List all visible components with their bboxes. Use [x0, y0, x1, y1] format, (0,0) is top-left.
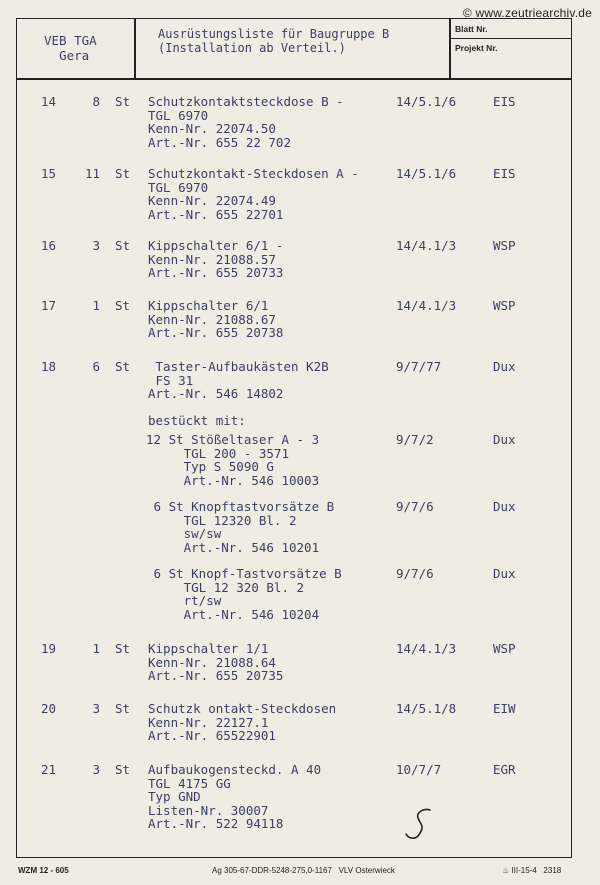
- header-divider-mid: [449, 38, 572, 39]
- item-unit: St: [115, 359, 131, 374]
- item-quantity: 1: [92, 641, 100, 656]
- item-supplier: EGR: [493, 762, 516, 777]
- item-reference: 9/7/6: [396, 566, 434, 581]
- document-title: Ausrüstungsliste für Baugruppe B (Installation ab Verteil.): [158, 27, 390, 55]
- item-supplier: EIS: [493, 166, 516, 181]
- item-reference: 14/5.1/6: [396, 94, 457, 109]
- item-description: Aufbaukogensteckd. A 40 TGL 4175 GG Typ GND Listen-Nr. 30007 Art.-Nr. 522 94118: [148, 762, 322, 831]
- item-description: Kippschalter 6/1 Kenn-Nr. 21088.67 Art.-Nr. 655 20738: [148, 298, 284, 340]
- item-unit: St: [115, 298, 131, 313]
- item-supplier: WSP: [493, 641, 516, 656]
- item-supplier: Dux: [493, 499, 516, 514]
- item-quantity: 1: [92, 298, 100, 313]
- print-info: Ag 305-67-DDR-5248-275,0-1167 VLV Osterwieck: [212, 866, 395, 875]
- project-number-label: Projekt Nr.: [455, 43, 498, 53]
- item-reference: 10/7/7: [396, 762, 442, 777]
- watermark-text: © www.zeutriearchiv.de: [462, 6, 592, 20]
- item-supplier: Dux: [493, 359, 516, 374]
- item-reference: 9/7/77: [396, 359, 442, 374]
- item-position: 17: [41, 298, 57, 313]
- item-unit: St: [115, 701, 131, 716]
- item-description: 12 St Stößeltaser A - 3 TGL 200 - 3571 Typ S 5090 G Art.-Nr. 546 10003: [146, 432, 320, 488]
- item-description: Taster-Aufbaukästen K2B FS 31 Art.-Nr. 546 14802 bestückt mit:: [148, 359, 329, 428]
- item-supplier: Dux: [493, 566, 516, 581]
- header-divider-bottom: [16, 78, 572, 80]
- item-unit: St: [115, 94, 131, 109]
- item-reference: 14/4.1/3: [396, 238, 457, 253]
- item-description: Kippschalter 6/1 - Kenn-Nr. 21088.57 Art.-Nr. 655 20733: [148, 238, 284, 280]
- item-supplier: WSP: [493, 238, 516, 253]
- sheet-number-label: Blatt Nr.: [455, 24, 488, 34]
- item-description: Kippschalter 1/1 Kenn-Nr. 21088.64 Art.-Nr. 655 20735: [148, 641, 284, 683]
- header-divider-left: [134, 18, 136, 78]
- item-quantity: 6: [92, 359, 100, 374]
- form-code: WZM 12 - 605: [18, 866, 69, 875]
- item-position: 14: [41, 94, 57, 109]
- item-position: 21: [41, 762, 57, 777]
- item-supplier: Dux: [493, 432, 516, 447]
- item-reference: 14/4.1/3: [396, 641, 457, 656]
- item-position: 18: [41, 359, 57, 374]
- item-reference: 14/4.1/3: [396, 298, 457, 313]
- item-quantity: 3: [92, 238, 100, 253]
- item-description: 6 St Knopf-Tastvorsätze B TGL 12 320 Bl. 2 rt/sw Art.-Nr. 546 10204: [153, 566, 342, 622]
- header-divider-right: [449, 18, 451, 78]
- item-quantity: 8: [92, 94, 100, 109]
- item-unit: St: [115, 762, 131, 777]
- signature-mark: [400, 806, 450, 846]
- item-description: Schutzkontakt-Steckdosen A - TGL 6970 Kenn-Nr. 22074.49 Art.-Nr. 655 22701: [148, 166, 359, 222]
- item-position: 15: [41, 166, 57, 181]
- item-description: Schutzk ontakt-Steckdosen Kenn-Nr. 22127.1 Art.-Nr. 65522901: [148, 701, 337, 743]
- item-reference: 9/7/6: [396, 499, 434, 514]
- item-quantity: 3: [92, 762, 100, 777]
- tree-icon: ♨: [502, 866, 510, 875]
- company-name: VEB TGA Gera: [44, 33, 97, 63]
- item-position: 16: [41, 238, 57, 253]
- right-code: ♨ III-15-4 2318: [502, 866, 562, 875]
- item-unit: St: [115, 166, 131, 181]
- item-position: 20: [41, 701, 57, 716]
- item-unit: St: [115, 641, 131, 656]
- item-reference: 9/7/2: [396, 432, 434, 447]
- item-supplier: EIW: [493, 701, 516, 716]
- item-reference: 14/5.1/8: [396, 701, 457, 716]
- item-unit: St: [115, 238, 131, 253]
- item-quantity: 11: [84, 166, 100, 181]
- item-position: 19: [41, 641, 57, 656]
- item-supplier: EIS: [493, 94, 516, 109]
- item-reference: 14/5.1/6: [396, 166, 457, 181]
- item-description: 6 St Knopftastvorsätze B TGL 12320 Bl. 2 sw/sw Art.-Nr. 546 10201: [153, 499, 335, 555]
- item-quantity: 3: [92, 701, 100, 716]
- item-description: Schutzkontaktsteckdose B - TGL 6970 Kenn-Nr. 22074.50 Art.-Nr. 655 22 702: [148, 94, 344, 150]
- item-supplier: WSP: [493, 298, 516, 313]
